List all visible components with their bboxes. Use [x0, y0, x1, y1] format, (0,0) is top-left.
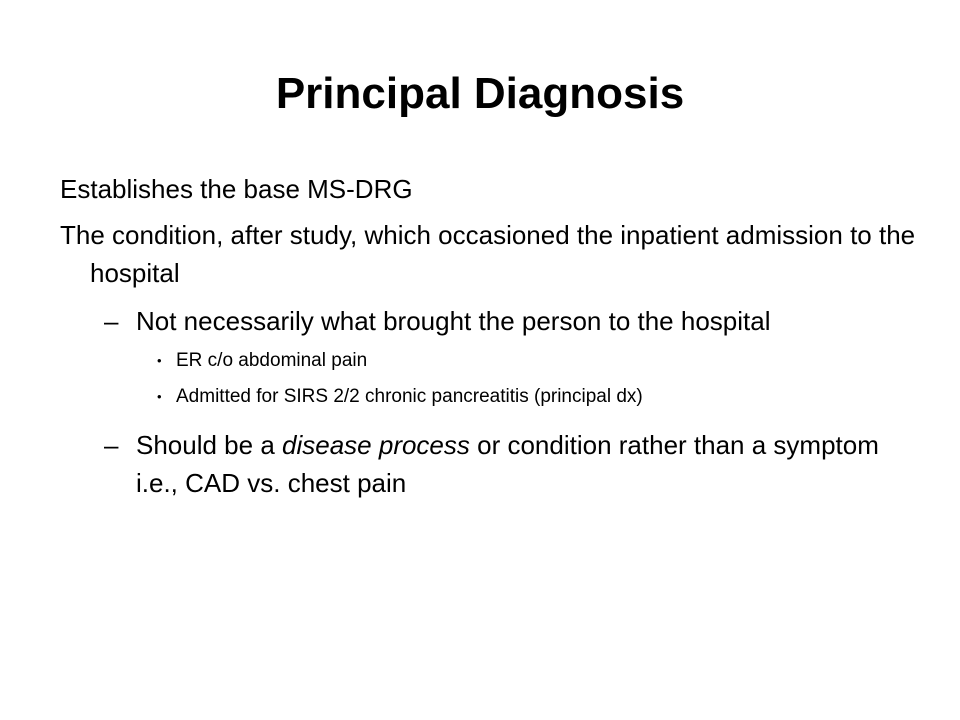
sub-bullet-text-before: Should be a: [136, 430, 283, 460]
bullet-dot-icon: •: [157, 353, 162, 368]
sub-bullet-text: Not necessarily what brought the person to the hospital: [136, 306, 771, 336]
list-item-er-abdominal-pain: [60, 346, 920, 376]
slide-body: [60, 170, 920, 508]
sub-bullet-disease-process: [60, 426, 920, 502]
sub-bullet-emphasis: disease process: [282, 430, 470, 460]
list-item-text: ER c/o abdominal pain: [176, 350, 368, 371]
list-item-admitted-sirs: [60, 382, 920, 412]
bullet-condition-definition: The condition, after study, which occasioned the inpatient admission to the hospital: [60, 220, 916, 288]
slide-title: Principal Diagnosis: [275, 69, 685, 118]
dash-marker: –: [104, 430, 119, 460]
list-item-text: Admitted for SIRS 2/2 chronic pancreatitis (principal dx): [176, 386, 643, 407]
bullet-base-ms-drg: Establishes the base MS-DRG: [60, 174, 413, 204]
bullet-dot-icon: •: [157, 389, 162, 404]
sub-bullet-text-after: or condition rather than a symptom i.e., CAD vs. chest pain: [136, 430, 879, 498]
sub-bullet-not-necessarily: [60, 302, 920, 340]
dash-marker: –: [104, 306, 119, 336]
